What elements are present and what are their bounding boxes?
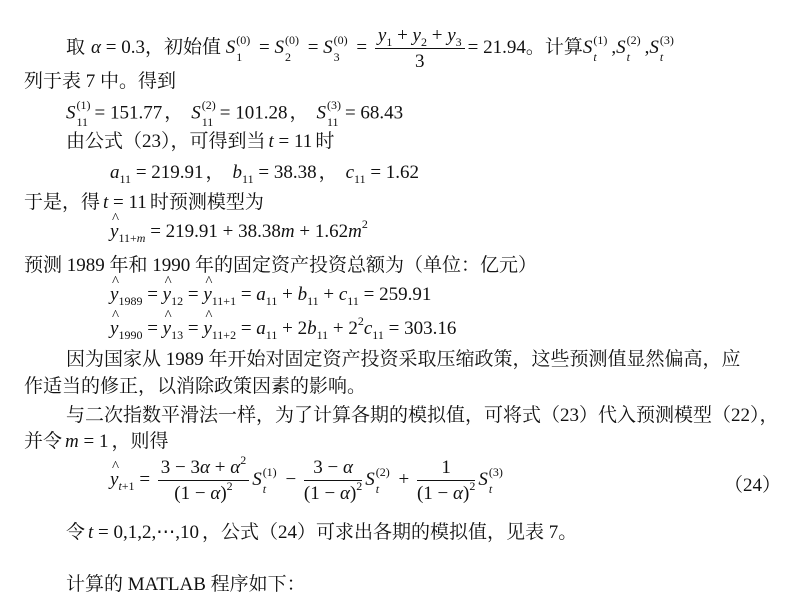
forecast-1989: ^ $y_{1989}$ = ^ $y_{12}$ = ^ $y_{11+1} = a_{11} + b_{11} + c_{11} = 259.91$ <box>110 285 431 304</box>
text-thus-a: 于是，得 <box>24 192 101 213</box>
s-initial-eq: S (0) 1 = S (0) 2 = S (0) 3 = <box>225 32 372 64</box>
text-when: 时 <box>315 131 335 152</box>
text-model-is: 时预测模型为 <box>149 192 264 213</box>
equation-number: （24） <box>724 475 782 496</box>
text-let-t <box>66 523 577 542</box>
initial-value: = 21.94 <box>467 36 526 58</box>
text-initial: ，初始值 <box>144 36 221 58</box>
t-range: t = 0,1,2,⋯,10 <box>88 522 200 543</box>
forecast-1990-value: = 303.16 <box>388 318 457 339</box>
text-policy-2: 作适当的修正，以消除政策因素的影响。 <box>24 376 367 397</box>
s11-2-value: = 101.28 <box>219 102 288 124</box>
text-let: 并令 <box>24 431 63 452</box>
m-eq-1: m = 1 <box>65 431 109 452</box>
s11-1-value: = 151.77 <box>94 102 163 124</box>
t-eq-11: t = 11 <box>268 131 313 152</box>
forecast-1989-value: = 259.91 <box>363 284 432 305</box>
s11-3-value: = 68.43 <box>344 102 404 124</box>
text-by-formula-a: 由公式（23），可得到当 <box>66 131 266 152</box>
separator: ， <box>318 162 338 183</box>
text-policy-1: 因为国家从 1989 年开始对固定资产投资采取压缩政策，这些预测值显然偏高，应 <box>66 349 741 370</box>
text-take: 取 <box>66 36 86 58</box>
s11-values: S (1) 11 = 151.77 ， S (2) 11 = 101.28 ， S (3) 11 = 68.43 <box>66 98 404 129</box>
paragraph-initial-values <box>66 26 678 71</box>
text-forecast-intro: 预测 1989 年和 1990 年的固定资产投资总额为（单位：亿元） <box>24 255 538 276</box>
alpha-value: α = 0.3 <box>91 36 145 58</box>
text-see-table: ，公式（24）可求出各期的模拟值，见表 7。 <box>202 522 578 543</box>
text-list-in-table: 列于表 7 中。得到 <box>24 71 177 92</box>
coef-c-value: = 1.62 <box>370 162 420 183</box>
coef-b-value: = 38.38 <box>258 162 317 183</box>
text-compute: 。计算 <box>525 36 583 58</box>
coef-a-value: = 219.91 <box>135 162 204 183</box>
text-matlab-intro: 计算的 MATLAB 程序如下： <box>66 574 306 595</box>
coefficients: $a_{11} = 219.91$ ， $b_{11} = 38.38$ ， $c_{11} = 1.62$ <box>110 162 420 186</box>
model-rhs: = 219.91 + 38.38 <box>150 221 281 242</box>
text-let-t-a: 令 <box>66 522 86 543</box>
initial-fraction: $\frac{y_1 + y_2 + y_3}{3}$ <box>375 26 465 71</box>
text-thus <box>24 193 264 212</box>
separator: ， <box>164 102 184 124</box>
model-rhs2: + 1.62 <box>294 221 349 242</box>
separator: ， <box>205 162 225 183</box>
model-equation: ^ $y_{11+m} = 219.91 + 38.38m + 1.62m^2$ <box>110 222 368 241</box>
text-by-formula <box>66 132 334 151</box>
text-simulation-1: 与二次指数平滑法一样，为了计算各期的模拟值，可将式（23）代入预测模型（22）， <box>66 405 779 426</box>
s-t-list: S (1) t ,S (2) t ,S (3) t <box>582 32 674 64</box>
text-simulation-2 <box>24 432 168 451</box>
equation-24: ^ $y_{t+1}$ = $\frac{3 - 3\alpha + \alpha^2}{(1 - \alpha)^2}$ S (1) t − $\frac{3 - \alpha}{(1 - \alpha)^2}$ S (2) t + $\frac{1}{(1 - \alpha)^2}$ S (3) t <box>110 458 507 503</box>
text-then: ，则得 <box>111 431 169 452</box>
forecast-1990: ^ $y_{1990}$ = ^ $y_{13}$ = ^ $y_{11+2} = a_{11} + 2b_{11} + 2^2c_{11} = 303.16$ <box>110 319 456 338</box>
separator: ， <box>289 102 309 124</box>
t-eq-11b: t = 11 <box>103 192 147 213</box>
